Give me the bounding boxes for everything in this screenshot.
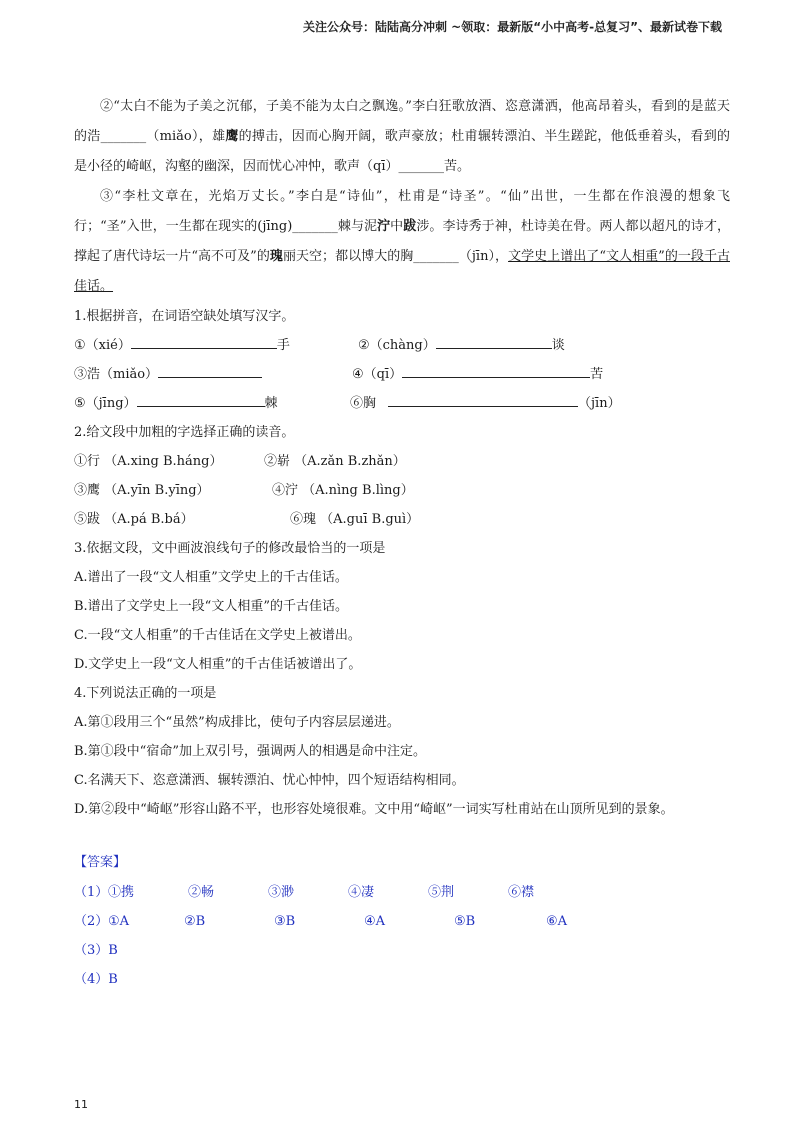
q4-option-d: D.第②段中“崎岖”形容山路不平，也形容处境很难。文中用“崎岖”一词实写杜甫站在山顶所见到的景象。: [74, 802, 674, 817]
q1-row-3: [74, 389, 730, 418]
p2-bold-1: 鹰: [225, 129, 239, 144]
p3-bold-1: 泞: [377, 219, 391, 234]
q3-stem: 3.依据文段，文中画波浪线句子的修改最恰当的一项是: [74, 541, 386, 556]
q1-item-6-blank[interactable]: [388, 392, 578, 407]
answer-1-4: ④凄: [348, 885, 375, 900]
answer-row-1: [74, 878, 730, 907]
answer-row-4: （4）B: [74, 972, 118, 987]
q1-item-2-blank[interactable]: [436, 334, 552, 349]
q4-stem: 4.下列说法正确的一项是: [74, 686, 217, 701]
p3-text-2: 中: [390, 219, 404, 234]
q1-item-1-pinyin: ①（xié）: [74, 338, 131, 353]
p3-text-3: 涉。李诗秀于神，杜诗美在骨。两人都以超凡的诗才，撑起了唐代诗坛一片“高不可及”的: [74, 219, 730, 264]
q1-row-2: [74, 360, 730, 389]
q2-item-6: ⑥瑰 （A.guī B.guì）: [290, 512, 420, 527]
answer-row-3: （3）B: [74, 943, 118, 958]
q1-item-1-blank[interactable]: [131, 334, 277, 349]
answer-2-5: ⑤B: [454, 914, 476, 929]
p3-bold-2: 跋: [403, 219, 417, 234]
passage-paragraph-3: [74, 182, 730, 302]
q1-item-5-blank[interactable]: [137, 392, 265, 407]
q1-item-6-pinyin: （jīn）: [578, 396, 621, 411]
answer-title: 【答案】: [74, 855, 127, 870]
q1-item-3-pinyin: ③浩（miǎo）: [74, 367, 159, 382]
answer-1-6: ⑥襟: [508, 885, 535, 900]
q2-item-3: ③鹰 （A.yīn B.yīng）: [74, 483, 210, 498]
q1-item-5-pinyin: ⑤（jīng）: [74, 396, 137, 411]
q3-option-d: D.文学史上一段“文人相重”的千古佳话被谱出了。: [74, 657, 362, 672]
q2-row-1: [74, 447, 730, 476]
q1-item-3-blank[interactable]: [158, 363, 262, 378]
p3-wavy-sentence: 文学史上谱出了“文人相重”的一段千古佳话。: [74, 249, 730, 294]
q1-stem: 1.根据拼音，在词语空缺处填写汉字。: [74, 309, 295, 324]
q4-option-b: B.第①段中“宿命”加上双引号，强调两人的相遇是命中注定。: [74, 744, 426, 759]
answer-1-2: ②畅: [188, 885, 215, 900]
answer-1-1: ①携: [108, 885, 135, 900]
answer-row-2: [74, 907, 730, 936]
p3-text-4: 丽天空；都以博大的胸_______（jīn），: [282, 249, 509, 264]
document-body: [74, 92, 730, 994]
q1-item-6-prefix: ⑥胸: [350, 396, 377, 411]
page-header: 关注公众号：陆陆高分冲刺 ~领取：最新版“小中高考-总复习”、最新试卷下载: [303, 20, 722, 34]
answer-1-3: ③渺: [268, 885, 295, 900]
q2-item-2: ②崭 （A.zǎn B.zhǎn）: [264, 454, 406, 469]
q1-item-2-suffix: 谈: [551, 338, 565, 353]
answer-1-5: ⑤荆: [428, 885, 455, 900]
p3-bold-3: 瑰: [269, 249, 283, 264]
answer-2-3: ③B: [274, 914, 296, 929]
q1-item-1: [74, 331, 290, 360]
q4-option-a: A.第①段用三个“虽然”构成排比，使句子内容层层递进。: [74, 715, 400, 730]
p2-text-1: ②“太白不能为子美之沉郁，子美不能为太白之飘逸。”李白狂歌放酒、恣意潇洒，他高昂着头，看到的是蓝天的浩_______（miǎo），雄: [74, 99, 730, 144]
page-number: 11: [74, 1098, 88, 1111]
q1-item-4: [352, 360, 603, 389]
q1-item-4-pinyin: ④（qī）: [352, 367, 403, 382]
q2-row-3: [74, 505, 730, 534]
q1-item-6: [350, 389, 621, 418]
q1-item-2: [358, 331, 565, 360]
q1-item-4-blank[interactable]: [402, 363, 590, 378]
q3-option-a: A.谱出了一段“文人相重”文学史上的千古佳话。: [74, 570, 348, 585]
q3-option-b: B.谱出了文学史上一段“文人相重”的千古佳话。: [74, 599, 348, 614]
answer-2-4: ④A: [364, 914, 386, 929]
q1-row-1: [74, 331, 730, 360]
q1-item-4-suffix: 苦: [590, 367, 604, 382]
p2-text-2: 的搏击，因而心胸开阔，歌声豪放；杜甫辗转漂泊、半生蹉跎，他低垂着头，看到的是小径的崎岖，沟壑的幽深，因而忧心冲忡，歌声（qī）_______苦。: [74, 129, 730, 174]
q1-item-5: [74, 389, 278, 418]
passage-paragraph-2: [74, 92, 730, 182]
q1-item-5-suffix: 棘: [264, 396, 278, 411]
q2-row-2: [74, 476, 730, 505]
q4-option-c: C.名满天下、恣意潇洒、辗转漂泊、忧心忡忡，四个短语结构相同。: [74, 773, 465, 788]
q2-stem: 2.给文段中加粗的字选择正确的读音。: [74, 425, 295, 440]
answer-row-2-label: （2）: [74, 914, 109, 929]
q3-option-c: C.一段“文人相重”的千古佳话在文学史上被谱出。: [74, 628, 361, 643]
answer-2-2: ②B: [184, 914, 206, 929]
answer-row-1-label: （1）: [74, 885, 109, 900]
q2-item-4: ④泞 （A.nìng B.lìng）: [272, 483, 414, 498]
answer-2-1: ①A: [108, 914, 130, 929]
q2-item-1: ①行 （A.xing B.háng）: [74, 454, 223, 469]
q1-item-2-pinyin: ②（chàng）: [358, 338, 436, 353]
q2-item-5: ⑤跋 （A.pá B.bá）: [74, 512, 194, 527]
answer-2-6: ⑥A: [546, 914, 568, 929]
q1-item-1-suffix: 手: [276, 338, 290, 353]
q1-item-3: [74, 360, 262, 389]
p3-text-1: ③“李杜文章在，光焰万丈长。”李白是“诗仙”，杜甫是“诗圣”。“仙”出世，一生都在作浪漫的想象飞行；“圣”入世，一生都在现实的(jīng)_______棘与泥: [74, 189, 730, 234]
